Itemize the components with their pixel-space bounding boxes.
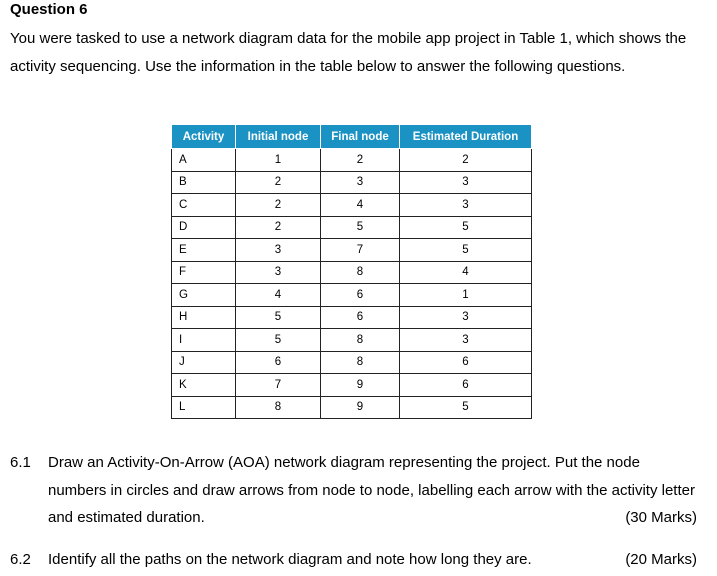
cell-estimated-duration: 5 (400, 216, 532, 239)
header-activity: Activity (172, 125, 236, 149)
cell-activity: I (172, 329, 236, 352)
sub-question-text: Draw an Activity-On-Arrow (AOA) network diagram representing the project. Put the node numbers in circles and draw arrows from node to node, labelling each arrow with the activity letter and estimated duration. (48, 454, 695, 526)
cell-activity: K (172, 374, 236, 397)
cell-final-node: 8 (321, 329, 400, 352)
cell-estimated-duration: 5 (400, 396, 532, 419)
cell-initial-node: 3 (236, 239, 321, 262)
table-row (172, 396, 532, 419)
sub-question-6-1 (10, 449, 700, 532)
cell-final-node: 9 (321, 396, 400, 419)
sub-question-number: 6.1 (10, 454, 31, 471)
cell-initial-node: 6 (236, 351, 321, 374)
sub-question-text: Identify all the paths on the network diagram and note how long they are. (48, 551, 532, 568)
table-header-row (172, 125, 532, 149)
cell-final-node: 4 (321, 194, 400, 217)
table-row (172, 171, 532, 194)
cell-estimated-duration: 3 (400, 194, 532, 217)
cell-estimated-duration: 1 (400, 284, 532, 307)
cell-final-node: 6 (321, 284, 400, 307)
header-final-node: Final node (321, 125, 400, 149)
table-row (172, 284, 532, 307)
cell-estimated-duration: 2 (400, 149, 532, 172)
cell-final-node: 6 (321, 306, 400, 329)
question-title: Question 6 (10, 1, 88, 18)
cell-activity: H (172, 306, 236, 329)
cell-estimated-duration: 5 (400, 239, 532, 262)
table-row (172, 194, 532, 217)
cell-activity: L (172, 396, 236, 419)
cell-final-node: 7 (321, 239, 400, 262)
cell-initial-node: 5 (236, 329, 321, 352)
cell-initial-node: 5 (236, 306, 321, 329)
cell-activity: F (172, 261, 236, 284)
cell-initial-node: 2 (236, 216, 321, 239)
table-row (172, 329, 532, 352)
cell-estimated-duration: 3 (400, 329, 532, 352)
table-row (172, 216, 532, 239)
cell-initial-node: 2 (236, 194, 321, 217)
cell-estimated-duration: 3 (400, 306, 532, 329)
cell-estimated-duration: 6 (400, 374, 532, 397)
activity-table (171, 124, 532, 419)
cell-activity: C (172, 194, 236, 217)
cell-estimated-duration: 6 (400, 351, 532, 374)
cell-activity: B (172, 171, 236, 194)
sub-question-number: 6.2 (10, 551, 31, 568)
header-initial-node: Initial node (236, 125, 321, 149)
cell-initial-node: 2 (236, 171, 321, 194)
cell-initial-node: 3 (236, 261, 321, 284)
table-row (172, 261, 532, 284)
cell-initial-node: 8 (236, 396, 321, 419)
cell-initial-node: 7 (236, 374, 321, 397)
table-row (172, 149, 532, 172)
sub-question-marks: (20 Marks) (625, 551, 697, 568)
cell-estimated-duration: 4 (400, 261, 532, 284)
cell-activity: A (172, 149, 236, 172)
cell-final-node: 3 (321, 171, 400, 194)
cell-final-node: 8 (321, 261, 400, 284)
table-row (172, 374, 532, 397)
cell-activity: D (172, 216, 236, 239)
cell-final-node: 9 (321, 374, 400, 397)
question-intro: You were tasked to use a network diagram data for the mobile app project in Table 1, which shows the activity sequencing. Use the information in the table below to answer the following questions. (10, 30, 687, 75)
table-row (172, 306, 532, 329)
cell-final-node: 2 (321, 149, 400, 172)
header-estimated-duration: Estimated Duration (400, 125, 532, 149)
sub-question-6-2 (10, 546, 700, 574)
cell-activity: E (172, 239, 236, 262)
cell-final-node: 5 (321, 216, 400, 239)
cell-activity: J (172, 351, 236, 374)
table-row (172, 351, 532, 374)
sub-question-marks: (30 Marks) (625, 509, 697, 526)
cell-final-node: 8 (321, 351, 400, 374)
cell-initial-node: 1 (236, 149, 321, 172)
table-row (172, 239, 532, 262)
cell-initial-node: 4 (236, 284, 321, 307)
cell-activity: G (172, 284, 236, 307)
cell-estimated-duration: 3 (400, 171, 532, 194)
